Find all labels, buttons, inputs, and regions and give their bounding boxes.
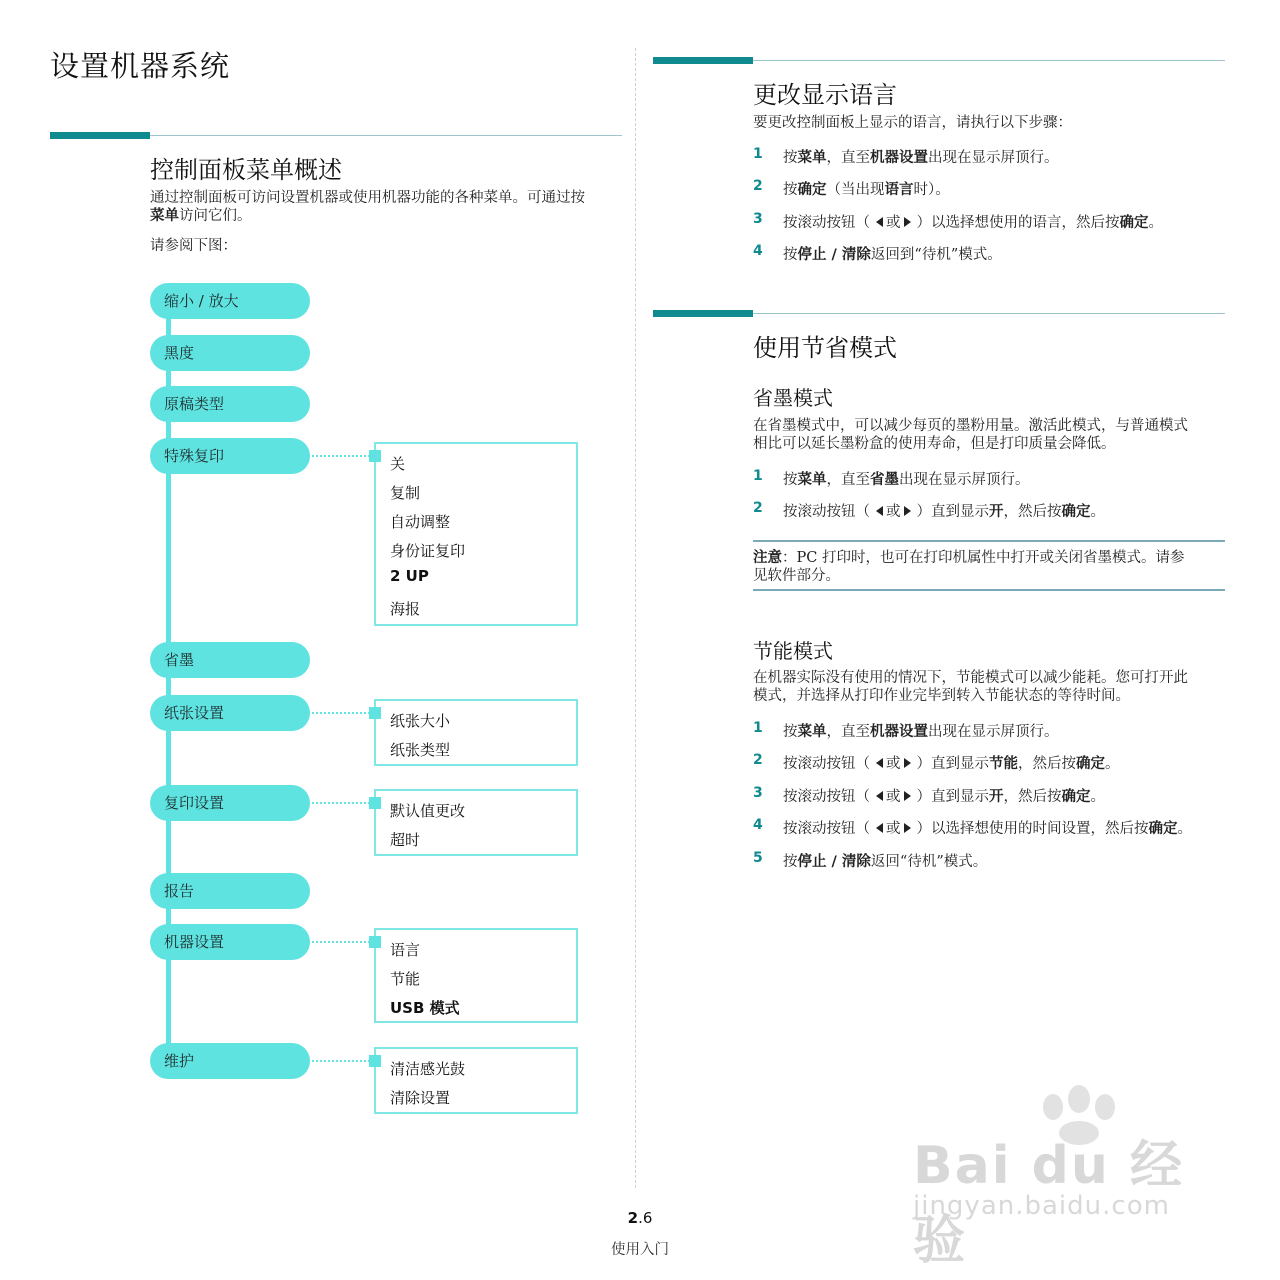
menu-item-toner-save: 省墨 (150, 642, 310, 678)
step-number: 3 (753, 211, 763, 227)
page-title: 设置机器系统 (50, 49, 231, 83)
footer-chapter-title: 使用入门 (611, 1242, 669, 1258)
menu-item-special-copy: 特殊复印 (150, 438, 310, 474)
menu-item-darkness: 黑度 (150, 335, 310, 371)
menu-item-machine-setup: 机器设置 (150, 924, 310, 960)
submenu-copy-setup (374, 789, 578, 856)
power-save-description: 在机器实际没有使用的情况下，节能模式可以减少能耗。您可打开此 模式，并选择从打印作业完毕到转入节能状态的等待时间。 (753, 670, 1188, 704)
intro-text: 通过控制面板可访问设置机器或使用机器功能的各种菜单。可通过按 (150, 190, 585, 206)
right-arrow-icon (904, 823, 911, 833)
economy-heading: 使用节省模式 (753, 334, 897, 362)
step-number: 3 (753, 785, 763, 801)
step-number: 1 (753, 720, 763, 736)
note-rule-bottom (753, 589, 1225, 591)
baidu-watermark (905, 1085, 1205, 1271)
menu-item-copy-setup: 复印设置 (150, 785, 310, 821)
right-arrow-icon (904, 217, 911, 227)
submenu-item: 默认值更改 (390, 802, 466, 820)
submenu-maintenance (374, 1047, 578, 1114)
menu-item-paper-setup: 纸张设置 (150, 695, 310, 731)
step-number: 4 (753, 817, 763, 833)
submenu-paper-setup (374, 699, 578, 766)
submenu-item: 清除设置 (390, 1089, 451, 1107)
submenu-item: 清洁感光鼓 (390, 1060, 466, 1078)
submenu-item: 海报 (390, 600, 421, 618)
right-arrow-icon (904, 758, 911, 768)
menu-term: 菜单 (150, 207, 179, 224)
right-arrow-icon (904, 791, 911, 801)
submenu-machine-setup (374, 928, 578, 1023)
step-number: 4 (753, 243, 763, 259)
submenu-item: 关 (390, 455, 406, 473)
watermark-url: jingyan.baidu.com (913, 1191, 1170, 1221)
control-panel-heading: 控制面板菜单概述 (150, 156, 342, 184)
note-label: 注意 (753, 549, 782, 566)
submenu-item: 超时 (390, 831, 421, 849)
menu-item-original-type: 原稿类型 (150, 386, 310, 422)
step-number: 2 (753, 178, 763, 194)
connector (312, 712, 370, 714)
step-number: 2 (753, 752, 763, 768)
note: 注意：PC 打印时，也可在打印机属性中打开或关闭省墨模式。请参 见软件部分。 (753, 549, 1185, 584)
connector-square (369, 1055, 381, 1067)
step-number: 2 (753, 500, 763, 516)
language-heading: 更改显示语言 (753, 81, 897, 109)
power-save-heading: 节能模式 (753, 639, 833, 663)
step-number: 5 (753, 850, 763, 866)
watermark-brand: Bai du 经验 (913, 1136, 1184, 1271)
submenu-special-copy (374, 442, 578, 626)
submenu-item: 2 UP (390, 567, 429, 585)
connector-square (369, 797, 381, 809)
toner-save-description: 在省墨模式中，可以减少每页的墨粉用量。激活此模式，与普通模式 相比可以延长墨粉盒的使用寿命，但是打印质量会降低。 (753, 418, 1188, 452)
right-arrow-icon (904, 506, 911, 516)
submenu-item: USB 模式 (390, 999, 460, 1017)
submenu-item: 复制 (390, 484, 421, 502)
intro-text-end: 访问它们。 (179, 208, 252, 224)
see-figure-text: 请参阅下图： (150, 238, 237, 254)
submenu-item: 纸张类型 (390, 741, 451, 759)
submenu-item: 节能 (390, 970, 421, 988)
connector (312, 455, 370, 457)
page-number: 2.6 (627, 1209, 653, 1227)
menu-item-zoom: 缩小 / 放大 (150, 283, 310, 319)
left-arrow-icon (876, 823, 883, 833)
submenu-item: 自动调整 (390, 513, 451, 531)
submenu-item: 纸张大小 (390, 712, 451, 730)
menu-item-maintenance: 维护 (150, 1043, 310, 1079)
left-arrow-icon (876, 506, 883, 516)
left-arrow-icon (876, 217, 883, 227)
menu-item-report: 报告 (150, 873, 310, 909)
connector (312, 1060, 370, 1062)
connector (312, 802, 370, 804)
control-panel-intro (150, 189, 628, 225)
connector-square (369, 936, 381, 948)
toner-save-heading: 省墨模式 (753, 386, 833, 410)
note-rule-top (753, 540, 1225, 542)
connector (312, 941, 370, 943)
connector-square (369, 707, 381, 719)
left-arrow-icon (876, 758, 883, 768)
step-number: 1 (753, 146, 763, 162)
left-arrow-icon (876, 791, 883, 801)
section-rule (50, 135, 622, 136)
step-number: 1 (753, 468, 763, 484)
section-rule (653, 60, 1225, 61)
submenu-item: 语言 (390, 941, 421, 959)
column-divider (635, 48, 636, 1188)
submenu-item: 身份证复印 (390, 542, 466, 560)
language-intro: 要更改控制面板上显示的语言，请执行以下步骤： (753, 115, 1072, 131)
connector-square (369, 450, 381, 462)
section-rule (653, 313, 1225, 314)
